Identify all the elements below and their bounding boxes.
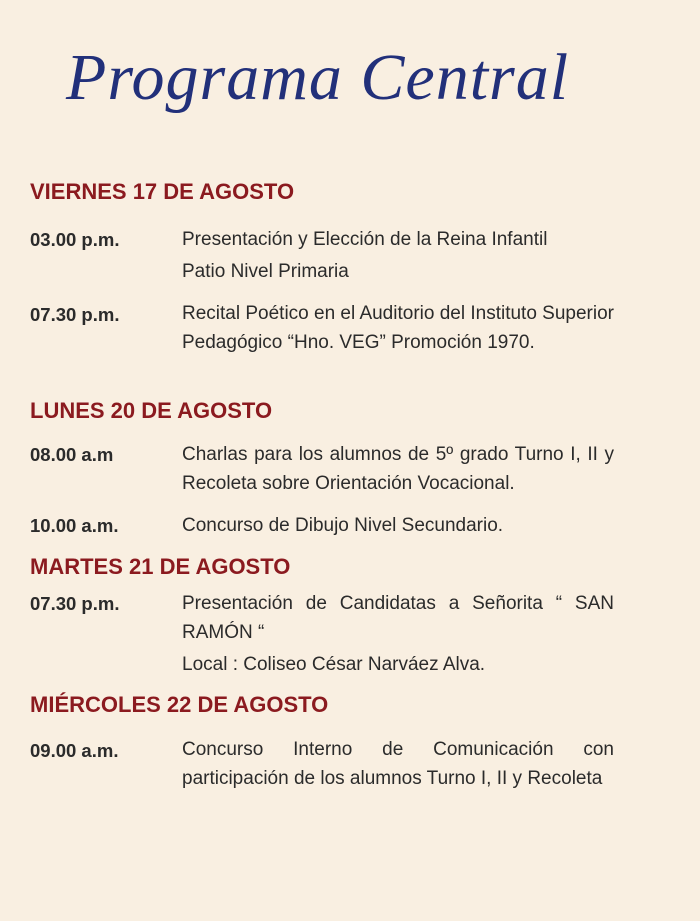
event-time: 09.00 a.m. — [30, 740, 119, 761]
day-heading-martes: MARTES 21 DE AGOSTO — [30, 554, 291, 579]
event-description: Concurso Interno de Comunicación con participación de los alumnos Turno I, II y Recoleta — [182, 739, 614, 789]
event-description: Presentación de Candidatas a Señorita “ SAN RAMÓN “ — [182, 593, 614, 643]
event-description: Recital Poético en el Auditorio del Instituto Superior Pedagógico “Hno. VEG” Promoción 1970. — [182, 303, 614, 353]
event-description: Concurso de Dibujo Nivel Secundario. — [182, 515, 504, 536]
day-heading-miercoles: MIÉRCOLES 22 DE AGOSTO — [30, 692, 329, 717]
page-title: Programa Central — [66, 41, 570, 114]
event-location: Patio Nivel Primaria — [182, 261, 349, 282]
event-description: Presentación y Elección de la Reina Infantil — [182, 229, 548, 250]
event-time: 07.30 p.m. — [30, 304, 120, 325]
event-time: 07.30 p.m. — [30, 593, 120, 614]
event-description: Charlas para los alumnos de 5º grado Turno I, II y Recoleta sobre Orientación Vocacional. — [182, 444, 614, 494]
event-time: 03.00 p.m. — [30, 229, 120, 250]
event-time: 10.00 a.m. — [30, 515, 119, 536]
event-time: 08.00 a.m — [30, 444, 114, 465]
event-location: Local : Coliseo César Narváez Alva. — [182, 654, 486, 675]
day-heading-viernes: VIERNES 17 DE AGOSTO — [30, 179, 295, 204]
day-heading-lunes: LUNES 20 DE AGOSTO — [30, 398, 273, 423]
